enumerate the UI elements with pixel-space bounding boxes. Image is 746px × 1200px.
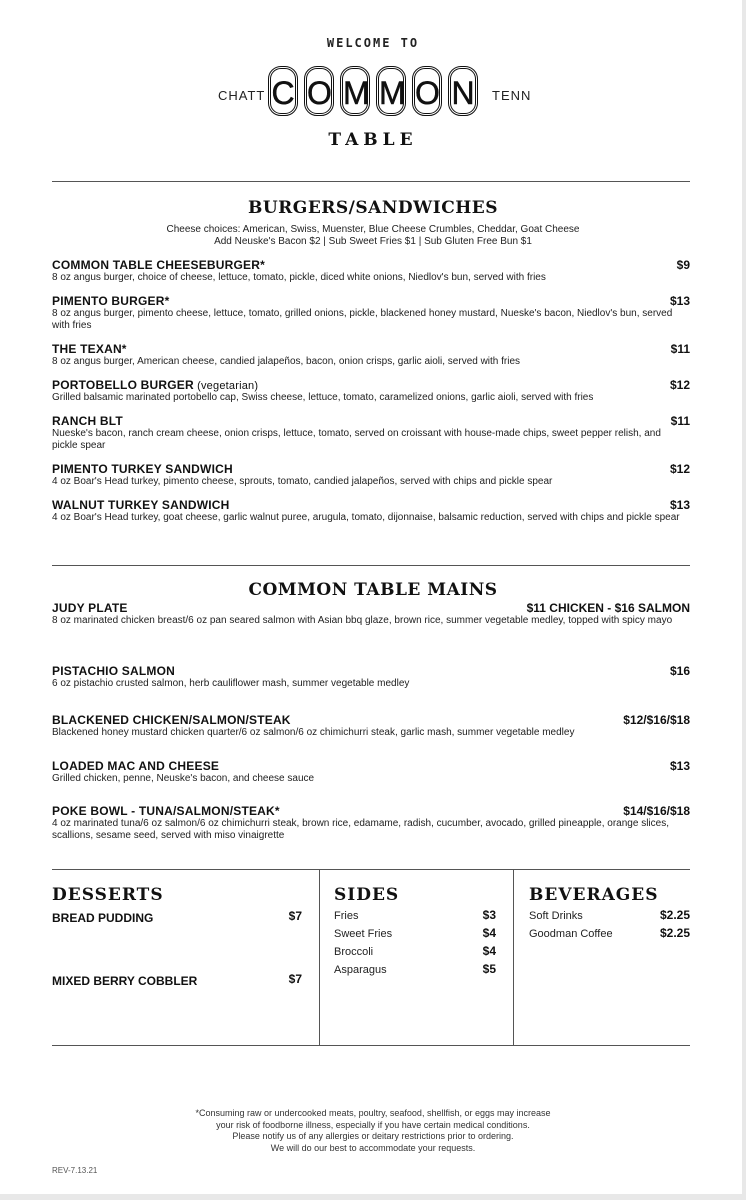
item-price: $12 <box>669 462 690 476</box>
side-name: Asparagus <box>334 964 387 976</box>
logo-sub: TABLE <box>328 130 418 150</box>
dessert-price: $7 <box>288 909 302 923</box>
item-price: $13 <box>669 498 690 512</box>
menu-item <box>52 713 690 739</box>
logo-letter <box>304 66 334 116</box>
menu-item <box>52 258 690 284</box>
menu-item <box>52 664 690 690</box>
item-price: $9 <box>676 258 690 272</box>
item-name: PIMENTO BURGER* <box>52 294 170 308</box>
side-price: $4 <box>482 944 496 958</box>
item-description: 6 oz pistachio crusted salmon, herb cauliflower mash, summer vegetable medley <box>52 678 410 689</box>
dessert-price: $7 <box>288 972 302 986</box>
side-price: $4 <box>482 926 496 940</box>
item-name: POKE BOWL - TUNA/SALMON/STEAK* <box>52 804 280 818</box>
item-price: $14/$16/$18 <box>623 804 690 818</box>
item-name: WALNUT TURKEY SANDWICH <box>52 498 230 512</box>
item-name: RANCH BLT <box>52 414 123 428</box>
section-title-burgers: BURGERS/SANDWICHES <box>247 198 499 218</box>
section-title-mains: COMMON TABLE MAINS <box>248 580 498 600</box>
menu-item <box>52 498 690 524</box>
disclaimer-line: We will do our best to accommodate your requests. <box>270 1142 476 1153</box>
side-price: $5 <box>482 962 496 976</box>
item-price: $12 <box>669 378 690 392</box>
item-price: $11 CHICKEN - $16 SALMON <box>526 601 690 615</box>
column-divider <box>513 869 514 1045</box>
disclaimer-line: *Consuming raw or undercooked meats, poultry, seafood, shellfish, or eggs may increase <box>195 1108 551 1118</box>
dessert-name: BREAD PUDDING <box>52 911 154 925</box>
divider <box>52 869 690 870</box>
page-edge-bottom <box>0 1194 746 1200</box>
welcome-text: WELCOME TO <box>326 36 420 50</box>
logo-letter <box>412 66 442 116</box>
divider <box>52 181 690 182</box>
column-divider <box>319 869 320 1045</box>
side-name: Fries <box>334 910 359 922</box>
item-description: Grilled chicken, penne, Neuske's bacon, and cheese sauce <box>52 773 315 784</box>
beverage-price: $2.25 <box>659 926 690 940</box>
item-description: Blackened honey mustard chicken quarter/6 oz salmon/6 oz chimichurri steak, garlic mash, summer vegetable medley <box>52 727 575 738</box>
menu-item <box>52 462 690 488</box>
item-description: 4 oz Boar's Head turkey, goat cheese, garlic walnut puree, arugula, tomato, dijonnaise, balsamic reduction, served with chips and pickle spear <box>52 512 680 523</box>
dessert-name: MIXED BERRY COBBLER <box>52 974 198 988</box>
item-price: $11 <box>670 414 690 428</box>
logo <box>0 66 746 122</box>
disclaimer-line: your risk of foodborne illness, especially if you have certain medical conditions. <box>216 1119 530 1130</box>
item-price: $11 <box>670 342 690 356</box>
menu-item <box>52 601 690 627</box>
section-title-desserts: DESSERTS <box>52 885 164 905</box>
side-name: Broccoli <box>334 946 374 958</box>
item-price: $16 <box>669 664 690 678</box>
item-description: 8 oz angus burger, choice of cheese, lettuce, tomato, pickle, diced white onions, Niedlov's bun, served with fries <box>52 272 546 283</box>
side-name: Sweet Fries <box>334 928 393 940</box>
beverage-name: Goodman Coffee <box>529 928 613 940</box>
item-name: BLACKENED CHICKEN/SALMON/STEAK <box>52 713 291 727</box>
beverage-name: Soft Drinks <box>529 910 583 922</box>
logo-letter <box>340 66 370 116</box>
item-name: PISTACHIO SALMON <box>52 664 175 678</box>
disclaimer <box>0 1108 746 1154</box>
item-name: PIMENTO TURKEY SANDWICH <box>52 462 233 476</box>
item-price: $12/$16/$18 <box>623 713 690 727</box>
menu-item <box>52 414 690 452</box>
divider <box>52 1045 690 1046</box>
logo-right-word: TENN <box>492 88 532 103</box>
side-price: $3 <box>482 908 496 922</box>
logo-letter <box>448 66 478 116</box>
menu-item <box>52 759 690 785</box>
item-description: Nueske's bacon, ranch cream cheese, onion crisps, lettuce, tomato, served on croissant with house-made chips, sweet pepper relish, and pickle spear <box>52 428 661 451</box>
logo-left-word: CHATT <box>218 88 266 103</box>
item-name: THE TEXAN* <box>52 342 127 356</box>
item-description: 4 oz Boar's Head turkey, pimento cheese, sprouts, tomato, candied jalapeños, served with chips and pickle spear <box>52 476 553 487</box>
item-description: 8 oz angus burger, pimento cheese, lettuce, tomato, grilled onions, pickle, blackened honey mustard, Nueske's bacon, Niedlov's bun, served with fries <box>52 308 673 331</box>
item-name: JUDY PLATE <box>52 601 128 615</box>
section-title-beverages: BEVERAGES <box>529 885 659 905</box>
cheese-choices-note: Cheese choices: American, Swiss, Muenster, Blue Cheese Crumbles, Cheddar, Goat Cheese <box>166 224 580 235</box>
menu-item <box>52 342 690 368</box>
menu-item <box>52 804 690 842</box>
item-name: PORTOBELLO BURGER (vegetarian) <box>52 378 259 392</box>
divider <box>52 565 690 566</box>
disclaimer-line: Please notify us of any allergies or deitary restrictions prior to ordering. <box>232 1131 514 1141</box>
item-description: 8 oz marinated chicken breast/6 oz pan seared salmon with Asian bbq glaze, brown rice, summer vegetable medley, topped with spicy mayo <box>52 615 673 626</box>
logo-brand <box>268 66 478 116</box>
menu-item <box>52 294 690 332</box>
item-description: Grilled balsamic marinated portobello cap, Swiss cheese, lettuce, tomato, caramelized onions, garlic aioli, served with fries <box>52 392 594 403</box>
menu-item <box>52 378 690 404</box>
revision-label: REV-7.13.21 <box>52 1166 98 1175</box>
item-name: COMMON TABLE CHEESEBURGER* <box>52 258 265 272</box>
item-description: 4 oz marinated tuna/6 oz salmon/6 oz chimichurri steak, brown rice, edamame, radish, cucumber, avocado, grilled pineapple, orange slices, scallions, sesame seed, served with miso vinaigrette <box>52 818 669 841</box>
add-ons-note: Add Neuske's Bacon $2 | Sub Sweet Fries $1 | Sub Gluten Free Bun $1 <box>214 236 532 247</box>
item-name: LOADED MAC AND CHEESE <box>52 759 220 773</box>
item-description: 8 oz angus burger, American cheese, candied jalapeños, bacon, onion crisps, garlic aioli, served with fries <box>52 356 521 367</box>
beverage-price: $2.25 <box>659 908 690 922</box>
page-edge-right <box>742 0 746 1200</box>
section-title-sides: SIDES <box>334 885 400 905</box>
item-price: $13 <box>669 294 690 308</box>
logo-letter <box>268 66 298 116</box>
item-price: $13 <box>669 759 690 773</box>
logo-letter <box>376 66 406 116</box>
